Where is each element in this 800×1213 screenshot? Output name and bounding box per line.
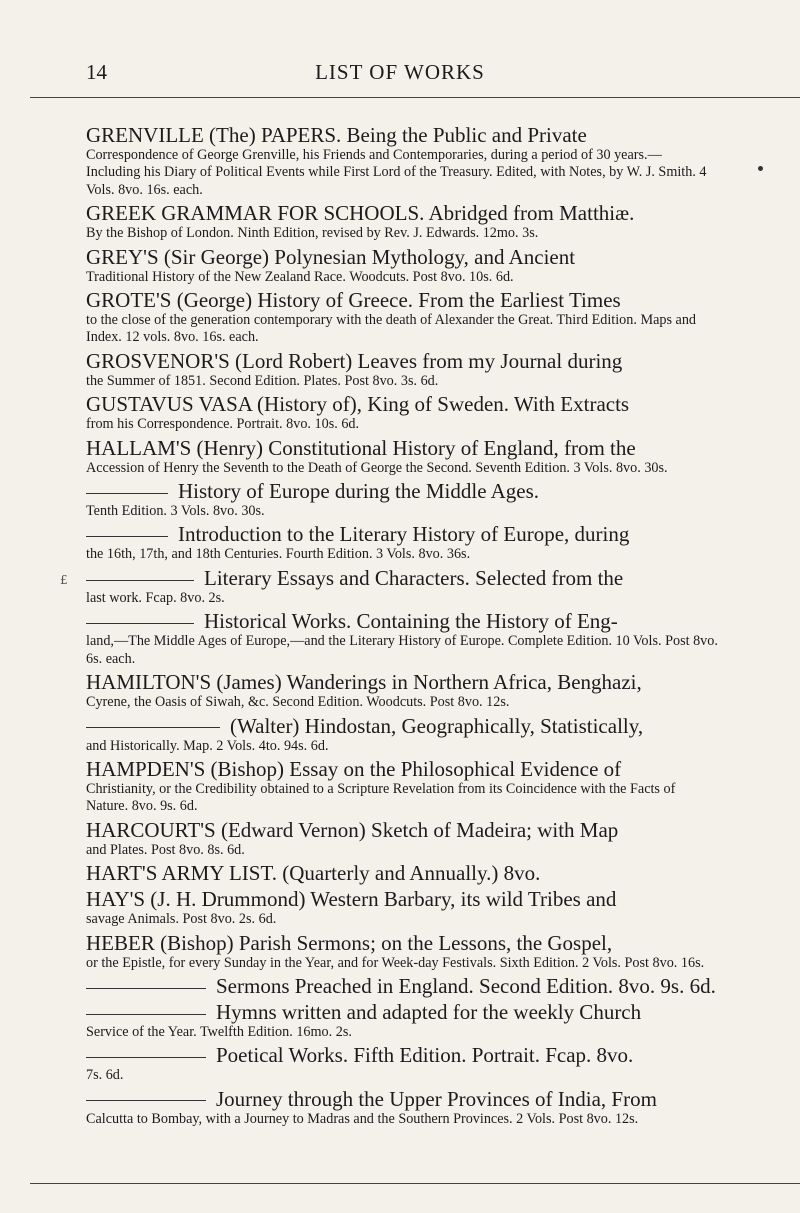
list-item [86,1001,718,1041]
page-title: LIST OF WORKS [315,60,485,84]
list-item [86,715,718,755]
ditto-dash [86,623,194,624]
margin-dot [758,166,763,171]
list-item [86,480,718,520]
entry-heading: Poetical Works. Fifth Edition. Portrait. Fcap. 8vo. [216,1043,634,1068]
list-item [86,1088,718,1128]
list-item [86,202,718,242]
entry-heading: HAY'S (J. H. Drummond) Western Barbary, its wild Tribes and [86,887,617,912]
entry-heading: Sermons Preached in England. Second Edition. 8vo. 9s. 6d. [216,973,716,998]
entry-heading: Historical Works. Containing the History of Eng- [204,609,618,634]
ditto-dash [86,493,168,494]
entry-heading: Introduction to the Literary History of Europe, during [178,522,630,547]
entry-heading: Literary Essays and Characters. Selected from the [204,565,624,590]
list-item [86,246,718,286]
list-item [86,758,718,816]
bottom-rule [30,1183,800,1184]
entry-detail: Christianity, or the Credibility obtained to a Scripture Revelation from its Coincidence with the Facts of Nature. 8vo. 9s. 6d. [86,780,676,815]
list-item [86,671,718,711]
entry-heading: GREY'S (Sir George) Polynesian Mythology, and Ancient [86,244,576,269]
entry-heading: Hymns written and adapted for the weekly Church [216,999,642,1024]
entry-detail: 7s. 6d. [86,1067,124,1084]
entry-detail: last work. Fcap. 8vo. 2s. [86,589,225,606]
entry-heading: GROSVENOR'S (Lord Robert) Leaves from my Journal during [86,348,623,373]
entry-detail: Accession of Henry the Seventh to the Death of George the Second. Seventh Edition. 3 Vols. 8vo. 30s. [86,459,668,476]
entry-heading: HARCOURT'S (Edward Vernon) Sketch of Madeira; with Map [86,817,619,842]
ditto-dash [86,1100,206,1101]
entry-heading: History of Europe during the Middle Ages. [178,479,540,504]
entry-heading: HART'S ARMY LIST. (Quarterly and Annually.) 8vo. [86,861,541,886]
entry-detail: Calcutta to Bombay, with a Journey to Madras and the Southern Provinces. 2 Vols. Post 8vo. 12s. [86,1110,639,1127]
works-list [86,124,718,1131]
list-item [86,819,718,859]
page-number: 14 [86,60,107,84]
entry-detail: Cyrene, the Oasis of Siwah, &c. Second Edition. Woodcuts. Post 8vo. 12s. [86,694,510,711]
entry-heading: (Walter) Hindostan, Geographically, Statistically, [230,713,644,738]
page-header [86,60,714,90]
list-item [86,567,718,607]
list-item [86,862,718,885]
entry-detail: and Plates. Post 8vo. 8s. 6d. [86,841,245,858]
list-item [86,124,718,199]
ditto-dash [86,988,206,989]
ditto-dash [86,727,220,728]
entry-detail: Traditional History of the New Zealand Race. Woodcuts. Post 8vo. 10s. 6d. [86,268,514,285]
entry-detail: or the Epistle, for every Sunday in the Year, and for Week-day Festivals. Sixth Edition. 2 Vols. Post 8vo. 16s. [86,954,705,971]
list-item [86,523,718,563]
list-item [86,610,718,668]
entry-detail: savage Animals. Post 8vo. 2s. 6d. [86,911,277,928]
list-item [86,1044,718,1084]
entry-detail: the Summer of 1851. Second Edition. Plates. Post 8vo. 3s. 6d. [86,372,439,389]
entry-heading: GREEK GRAMMAR FOR SCHOOLS. Abridged from Matthiæ. [86,201,635,226]
list-item [86,350,718,390]
entry-heading: GUSTAVUS VASA (History of), King of Sweden. With Extracts [86,392,630,417]
entry-detail: Service of the Year. Twelfth Edition. 16mo. 2s. [86,1023,352,1040]
entry-heading: HAMILTON'S (James) Wanderings in Northern Africa, Benghazi, [86,670,642,695]
top-rule [30,97,800,98]
ditto-dash [86,1014,206,1015]
ditto-dash [86,1057,206,1058]
entry-heading: HAMPDEN'S (Bishop) Essay on the Philosophical Evidence of [86,756,622,781]
entry-detail: Correspondence of George Grenville, his Friends and Contemporaries, during a period of 30 years.— Including his Diary of Political Events while First Lord of the Treasury. Edited, with Notes, by W. J. Smith. 4 Vols. 8vo. 16s. each. [86,147,707,198]
entry-detail: land,—The Middle Ages of Europe,—and the Literary History of Europe. Complete Edition. 10 Vols. Post 8vo. 6s. each. [86,633,718,667]
entry-heading: HALLAM'S (Henry) Constitutional History of England, from the [86,435,636,460]
entry-heading: GROTE'S (George) History of Greece. From the Earliest Times [86,288,621,313]
list-item [86,975,718,998]
ditto-dash [86,536,168,537]
entry-detail: from his Correspondence. Portrait. 8vo. 10s. 6d. [86,416,360,433]
entry-detail: and Historically. Map. 2 Vols. 4to. 94s. 6d. [86,737,329,754]
entry-heading: GRENVILLE (The) PAPERS. Being the Public and Private [86,123,587,147]
list-item [86,393,718,433]
entry-detail: By the Bishop of London. Ninth Edition, revised by Rev. J. Edwards. 12mo. 3s. [86,225,539,242]
entry-heading: Journey through the Upper Provinces of India, From [216,1086,657,1111]
entry-detail: Tenth Edition. 3 Vols. 8vo. 30s. [86,503,265,520]
entry-detail: the 16th, 17th, and 18th Centuries. Fourth Edition. 3 Vols. 8vo. 36s. [86,546,471,563]
list-item [86,932,718,972]
margin-mark: £ [60,573,68,587]
list-item [86,437,718,477]
entry-heading: HEBER (Bishop) Parish Sermons; on the Lessons, the Gospel, [86,930,613,955]
ditto-dash [86,580,194,581]
list-item [86,888,718,928]
list-item [86,289,718,347]
entry-detail: to the close of the generation contemporary with the death of Alexander the Great. Third Edition. Maps and Index. 12 vols. 8vo. 16s. each. [86,312,697,346]
